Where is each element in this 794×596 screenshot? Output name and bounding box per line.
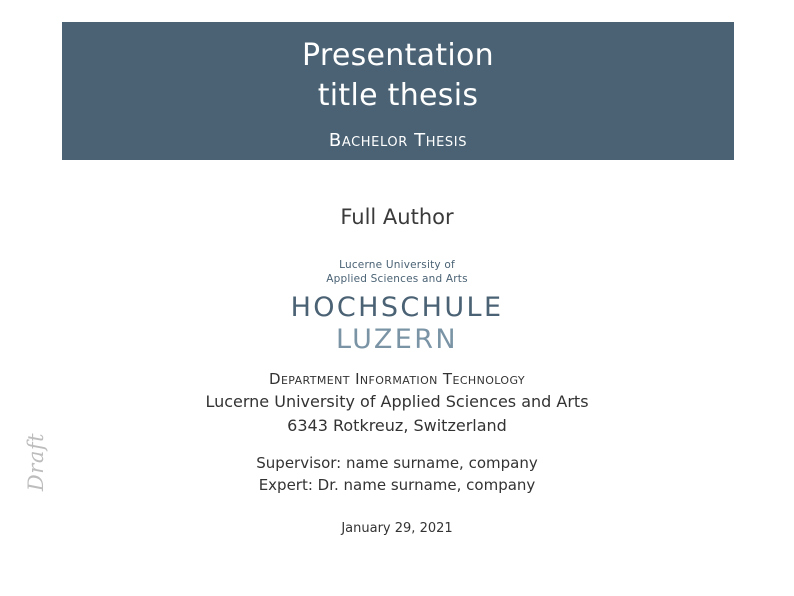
expert-line: Expert: Dr. name surname, company	[258, 476, 536, 494]
draft-watermark: Draft	[24, 432, 48, 492]
hslu-logo	[0, 258, 794, 355]
university-name: Lucerne University of Applied Sciences and Arts	[205, 392, 589, 411]
presentation-title-line-1: Presentation	[301, 38, 494, 73]
logo-word-hochschule: HOCHSCHULE	[290, 292, 504, 323]
author-name: Full Author	[340, 205, 454, 229]
presentation-title-line-2: title thesis	[317, 78, 479, 113]
logo-tagline-line-1: Lucerne University of	[339, 259, 455, 271]
affiliation-block	[0, 368, 794, 438]
presentation-date: January 29, 2021	[341, 521, 453, 536]
university-address: 6343 Rotkreuz, Switzerland	[287, 416, 507, 435]
logo-wordmark	[0, 293, 794, 355]
people-block	[0, 452, 794, 496]
department-name: Department Information Technology	[269, 370, 525, 388]
logo-tagline-line-2: Applied Sciences and Arts	[326, 273, 468, 285]
logo-word-luzern: LUZERN	[336, 324, 458, 355]
presentation-subtitle: Bachelor Thesis	[328, 130, 468, 151]
supervisor-line: Supervisor: name surname, company	[256, 454, 538, 472]
title-banner	[62, 22, 734, 160]
